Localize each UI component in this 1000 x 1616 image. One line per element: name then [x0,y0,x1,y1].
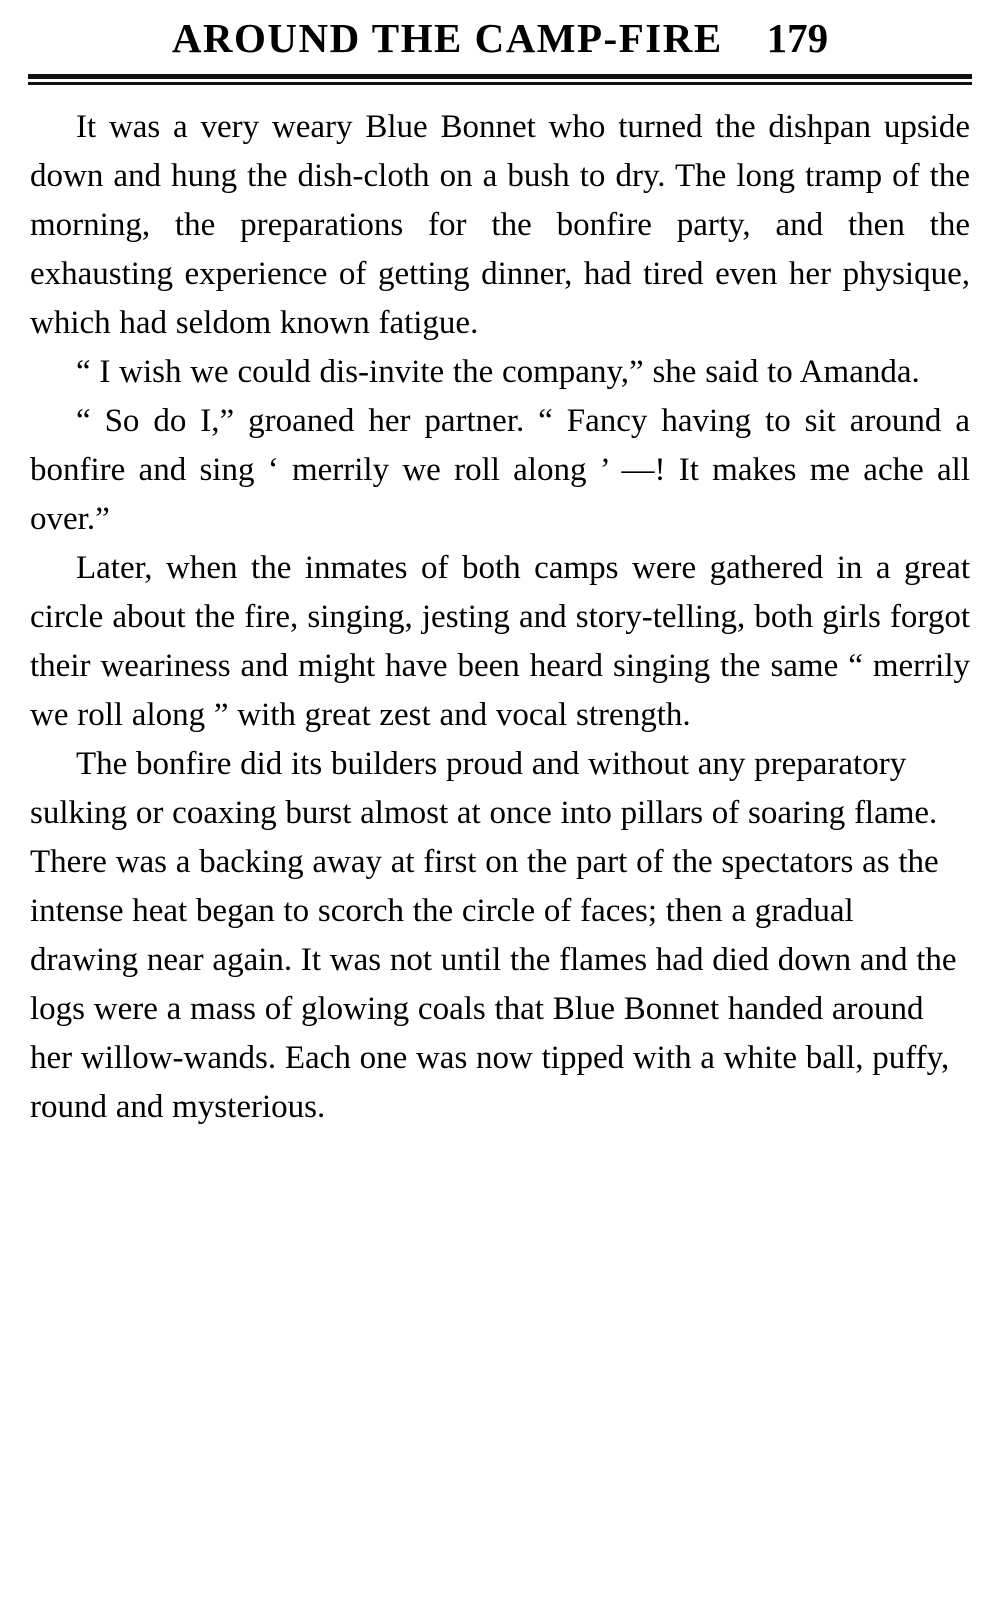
page-number: 179 [766,15,829,61]
page-body [0,85,1000,1132]
paragraph: “ I wish we could dis-invite the company,” she said to Amanda. [76,354,920,390]
page-header [0,0,1000,62]
header-rule [0,74,1000,85]
paragraph: It was a very weary Blue Bonnet who turned the dishpan upside down and hung the dish-cloth on a bush to dry. The long tramp of the morning, the preparations for the bonfire party, and then the exhausting experience of getting dinner, had tired even her physique, which had seldom known fatigue. [30,109,970,341]
paragraph: Later, when the inmates of both camps were gathered in a great circle about the fire, singing, jesting and story-telling, both girls forgot their weariness and might have been heard singing the same “ merrily we roll along ” with great zest and vocal strength. [30,550,970,733]
paragraph: The bonfire did its builders proud and without any preparatory sulking or coaxing burst almost at once into pillars of soaring flame. There was a backing away at first on the part of the spectators as the intense heat began to scorch the circle of faces; then a gradual drawing near again. It was not until the flames had died down and the logs were a mass of glowing coals that Blue Bonnet handed around her willow-wands. Each one was now tipped with a white ball, puffy, round and mysterious. [30,746,957,1125]
paragraph: “ So do I,” groaned her partner. “ Fancy having to sit around a bonfire and sing ‘ merrily we roll along ’ —! It makes me ache all over.” [30,403,970,537]
running-head: AROUND THE CAMP-FIRE [171,15,723,61]
